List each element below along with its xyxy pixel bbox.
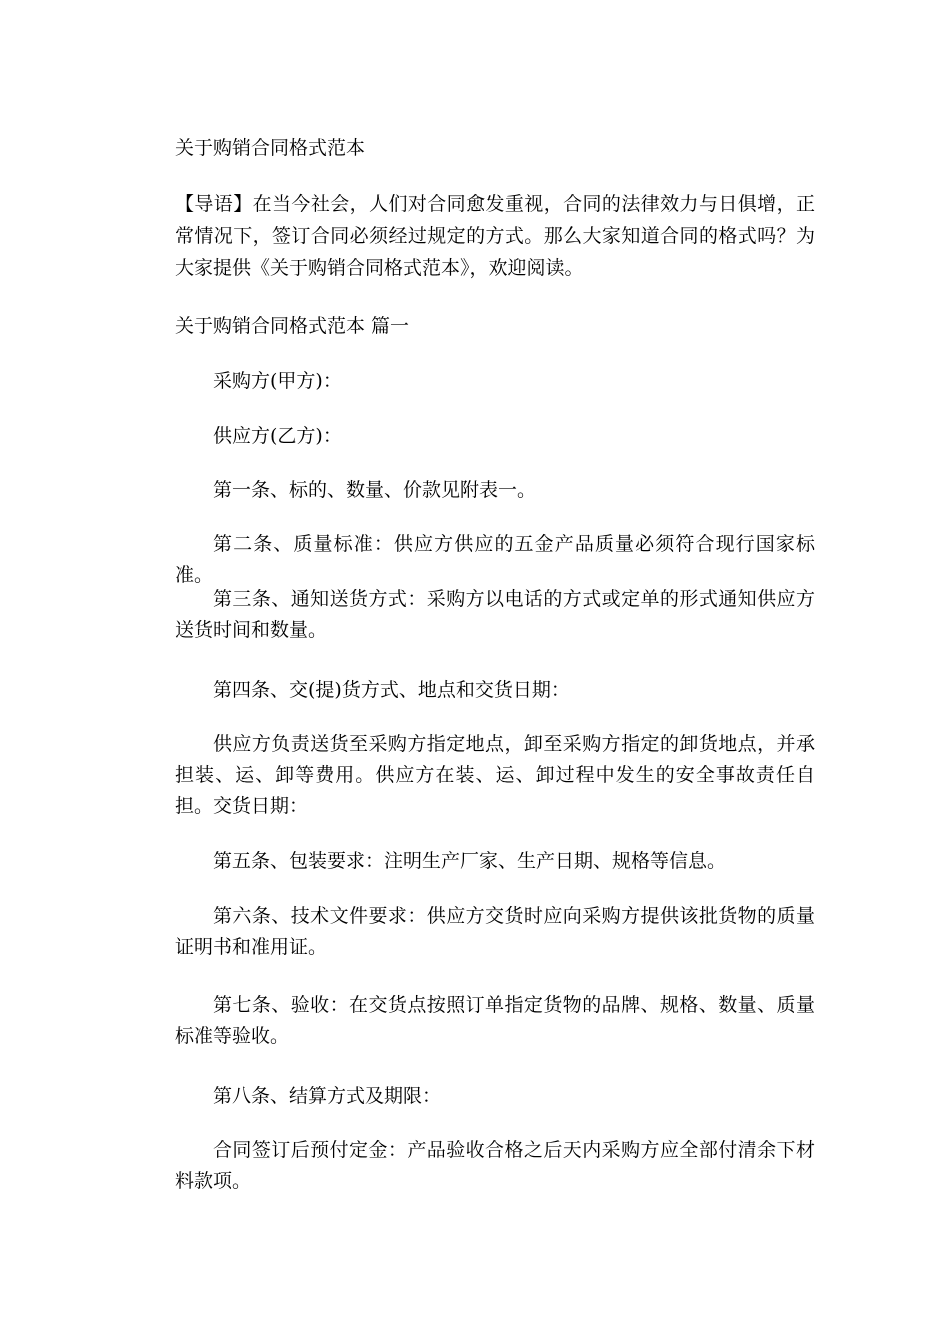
paragraph-article-4: 第四条、交(提)货方式、地点和交货日期： [213,679,570,701]
document-title: 关于购销合同格式范本 [175,137,366,159]
paragraph-article-7: 第七条、验收：在交货点按照订单指定货物的品牌、规格、数量、质量标准等验收。 [175,994,815,1047]
paragraph-article-2: 第二条、质量标准：供应方供应的五金产品质量必须符合现行国家标准。 [175,533,815,586]
section-title: 关于购销合同格式范本 篇一 [175,315,410,337]
paragraph-payment: 合同签订后预付定金：产品验收合格之后天内采购方应全部付清余下材料款项。 [175,1139,815,1192]
paragraph-article-5: 第五条、包装要求：注明生产厂家、生产日期、规格等信息。 [213,850,727,872]
paragraph-article-8: 第八条、结算方式及期限： [213,1085,442,1107]
intro-paragraph: 【导语】在当今社会，人们对合同愈发重视，合同的法律效力与日俱增，正常情况下，签订合同必须经过规定的方式。那么大家知道合同的格式吗？为大家提供《关于购销合同格式范本》，欢迎阅读。 [175,193,815,279]
paragraph-article-6: 第六条、技术文件要求：供应方交货时应向采购方提供该批货物的质量证明书和准用证。 [175,905,815,958]
paragraph-article-1: 第一条、标的、数量、价款见附表一。 [213,479,537,501]
paragraph-article-3: 第三条、通知送货方式：采购方以电话的方式或定单的形式通知供应方送货时间和数量。 [175,588,815,641]
paragraph-buyer: 采购方(甲方)： [213,370,342,392]
paragraph-supplier: 供应方(乙方)： [213,425,342,447]
paragraph-delivery: 供应方负责送货至采购方指定地点，卸至采购方指定的卸货地点，并承担装、运、卸等费用。供应方在装、运、卸过程中发生的安全事故责任自担。交货日期： [175,733,815,817]
